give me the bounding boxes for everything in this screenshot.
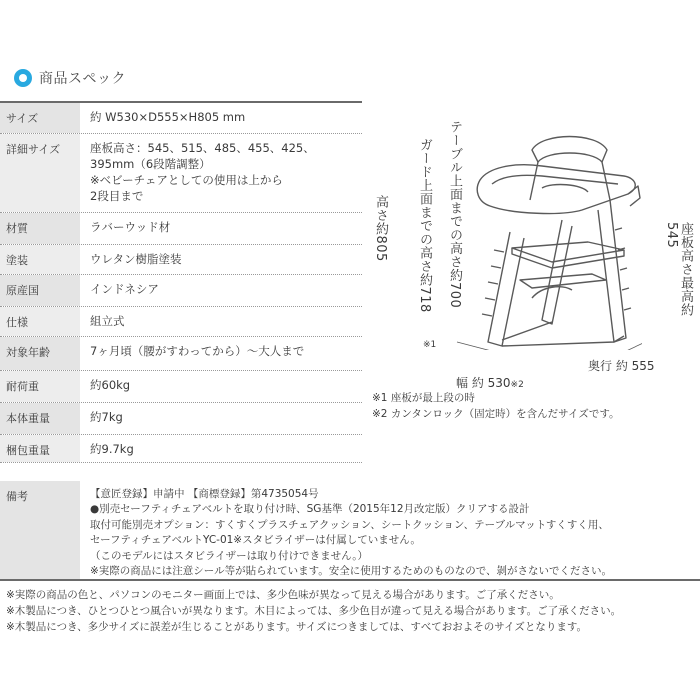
spec-label: 梱包重量: [0, 435, 80, 462]
spec-value: 座板高さ：545、515、485、455、425、 395mm（6段階調整） ※ベビーチェアとしての使用は上から 2段目まで: [90, 141, 315, 203]
circle-bullet-icon: [14, 69, 32, 87]
spec-value: 7ヶ月頃（腰がすわってから）～大人まで: [90, 344, 305, 358]
spec-table: [0, 101, 362, 463]
spec-row-detail-size: [0, 134, 362, 213]
spec-label: 材質: [0, 213, 80, 244]
width-label: 幅 約 530※2: [456, 376, 524, 390]
spec-row-coating: [0, 245, 362, 275]
spec-row-weight: [0, 403, 362, 435]
spec-row-spec: [0, 307, 362, 337]
diagram-note-1: ※1 座板が最上段の時: [372, 392, 475, 404]
spec-label: 対象年齢: [0, 337, 80, 370]
remarks-row: [0, 481, 700, 581]
spec-value: 約 W530×D555×H805 mm: [90, 110, 246, 124]
width-mark: ※2: [510, 380, 524, 390]
seat-height-label: 座板高さ最高約545: [664, 222, 693, 317]
spec-value: ラバーウッド材: [90, 220, 171, 234]
spec-row-load: [0, 371, 362, 403]
section-title: 商品スペック: [39, 71, 126, 87]
remarks-label: 備考: [0, 481, 80, 579]
table-height-label: テーブル上面までの高さ約700: [447, 120, 462, 309]
spec-header: [14, 66, 126, 90]
footnote: ※木製品につき、多少サイズに誤差が生じることがあります。サイズにつきましては、すべておおよそのサイズとなります。: [6, 620, 588, 633]
spec-label: 塗装: [0, 245, 80, 274]
footnotes: [6, 588, 696, 635]
spec-row-size: [0, 103, 362, 134]
depth-label: 奥行 約 555: [588, 359, 655, 373]
spec-row-age: [0, 337, 362, 371]
height-label: 高さ約805: [373, 195, 388, 262]
spec-value: 約9.7kg: [90, 442, 134, 456]
spec-value: ウレタン樹脂塗装: [90, 252, 182, 266]
footnote: ※実際の商品の色と、パソコンのモニター画面上では、多少色味が異なって見える場合があります。ご了承ください。: [6, 589, 560, 601]
spec-value: インドネシア: [90, 282, 159, 296]
spec-label: 本体重量: [0, 403, 80, 434]
footnote: ※木製品につき、ひとつひとつ風合いが異なります。木目によっては、多少色目が違って見える場合があります。ご了承ください。: [6, 604, 622, 617]
remarks-value: 【意匠登録】申請中 【商標登録】第4735054号 ●別売セーフティチェアベルトを取り付け時、SG基準（2015年12月改定版）クリアする設計 取付可能別売オプション：すくすくプラスチェアクッション、シートクッション、テーブルマットすくすく用、 セーフティチェアベルトYC-01※スタビライザーは付属していません。 （このモデルにはスタビライザーは取り付けできません。） ※実際の商品には注意シール等が貼られています。安全に使用するためのものなので、剝がさないでください。: [90, 488, 613, 578]
guard-height-mark: ※1: [423, 340, 437, 350]
spec-label: サイズ: [0, 103, 80, 133]
spec-label: 詳細サイズ: [0, 134, 80, 212]
diagram-note-2: ※2 カンタンロック（固定時）を含んだサイズです。: [372, 408, 620, 420]
spec-row-package-weight: [0, 435, 362, 463]
guard-height-label: ガード上面までの高さ約718: [417, 138, 432, 313]
spec-label: 耐荷重: [0, 371, 80, 402]
spec-value: 約60kg: [90, 378, 131, 392]
spec-value: 約7kg: [90, 410, 123, 424]
spec-label: 仕様: [0, 307, 80, 336]
spec-row-origin: [0, 275, 362, 307]
spec-row-material: [0, 213, 362, 245]
spec-label: 原産国: [0, 275, 80, 306]
spec-value: 組立式: [90, 314, 125, 328]
chair-illustration: [392, 110, 642, 350]
